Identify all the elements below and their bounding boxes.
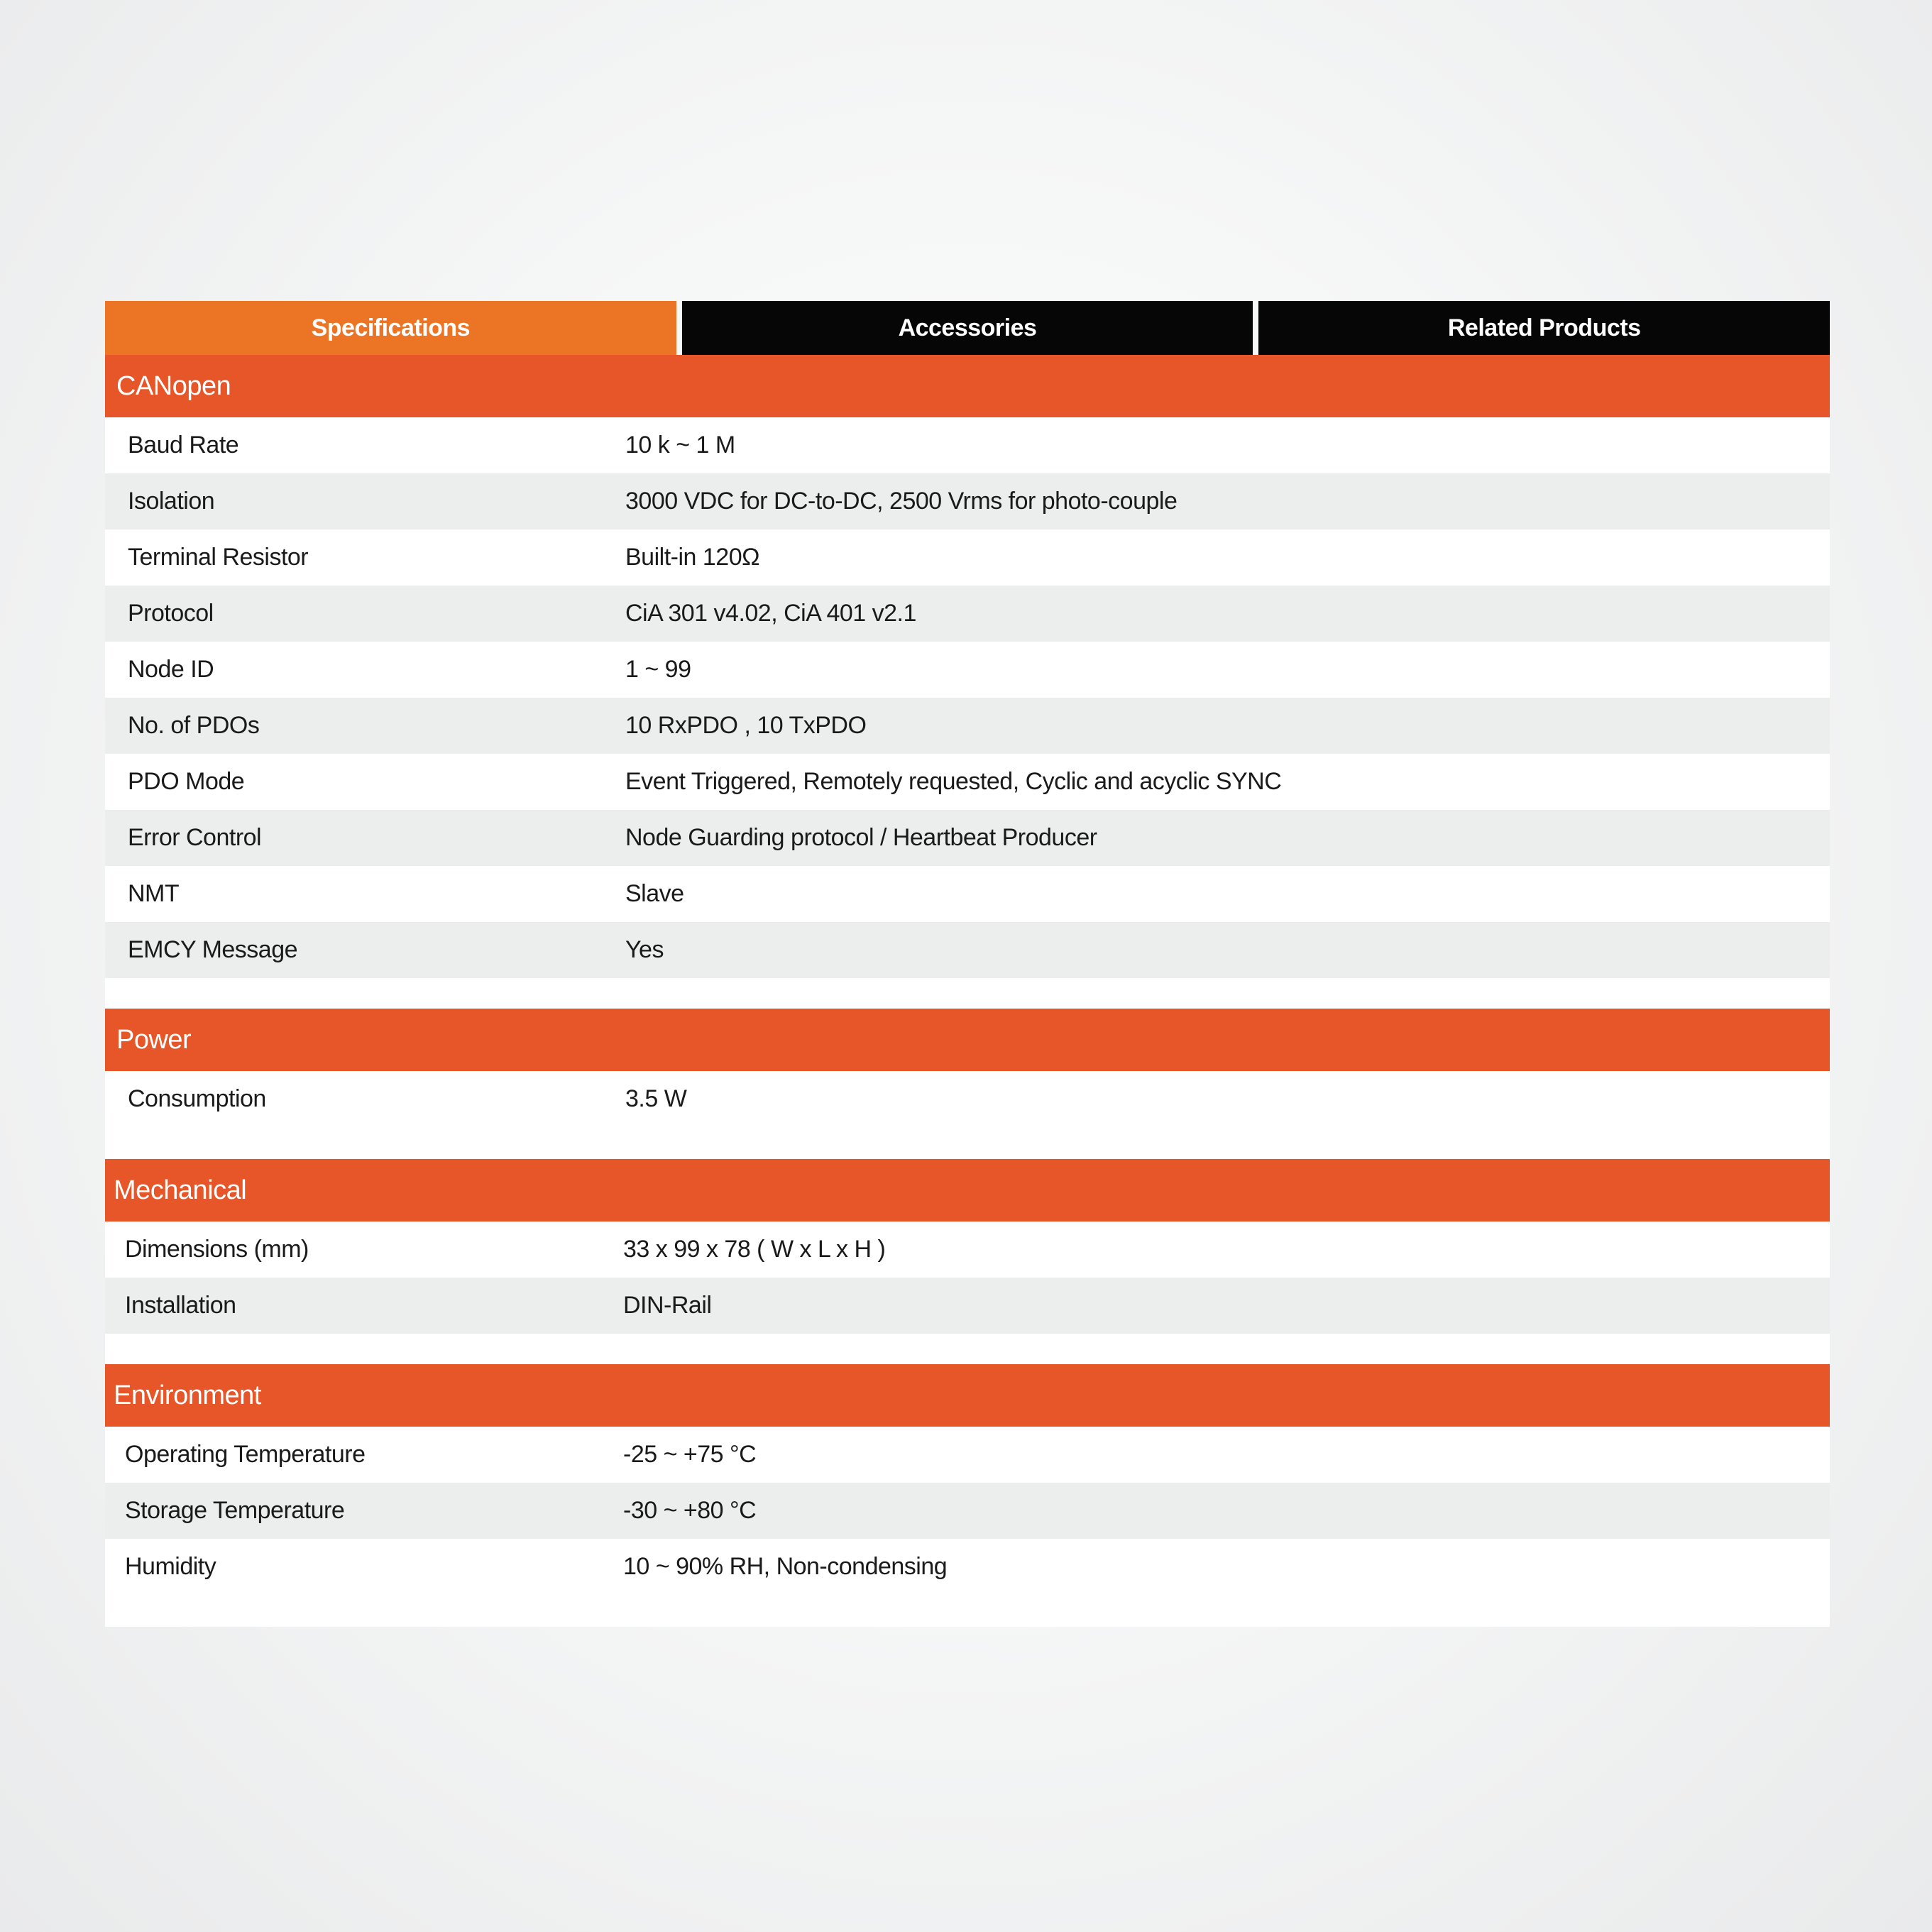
tab-bar bbox=[105, 301, 1830, 355]
spec-value: CiA 301 v4.02, CiA 401 v2.1 bbox=[625, 600, 916, 627]
spec-row bbox=[105, 1539, 1830, 1627]
section-header: Mechanical bbox=[105, 1159, 1830, 1222]
spec-label: Consumption bbox=[128, 1085, 266, 1112]
spec-row bbox=[105, 1278, 1830, 1334]
spec-label: Dimensions (mm) bbox=[125, 1236, 309, 1263]
spec-value: DIN-Rail bbox=[623, 1292, 712, 1319]
spec-value: 10 ~ 90% RH, Non-condensing bbox=[623, 1553, 948, 1580]
section-canopen bbox=[105, 355, 1830, 1009]
section-header: Environment bbox=[105, 1364, 1830, 1427]
spec-rows bbox=[105, 1222, 1830, 1334]
spec-rows bbox=[105, 417, 1830, 978]
tab-accessories[interactable]: Accessories bbox=[682, 301, 1253, 355]
spec-row bbox=[105, 922, 1830, 978]
section-spacer bbox=[105, 978, 1830, 1009]
spec-row bbox=[105, 586, 1830, 642]
spec-row bbox=[105, 473, 1830, 529]
section-environment bbox=[105, 1364, 1830, 1627]
section-header: CANopen bbox=[105, 355, 1830, 417]
spec-label: Error Control bbox=[128, 824, 262, 851]
section-header: Power bbox=[105, 1009, 1830, 1071]
spec-label: NMT bbox=[128, 880, 180, 907]
spec-rows bbox=[105, 1071, 1830, 1159]
spec-value: Slave bbox=[625, 880, 684, 907]
spec-value: 10 k ~ 1 M bbox=[625, 432, 735, 459]
spec-row bbox=[105, 1222, 1830, 1278]
spec-value: 1 ~ 99 bbox=[625, 656, 691, 683]
tab-related-products[interactable]: Related Products bbox=[1258, 301, 1830, 355]
spec-value: Yes bbox=[625, 936, 664, 963]
spec-value: Node Guarding protocol / Heartbeat Producer bbox=[625, 824, 1097, 851]
spec-value: 3000 VDC for DC-to-DC, 2500 Vrms for photo-couple bbox=[625, 488, 1178, 515]
spec-label: Terminal Resistor bbox=[128, 544, 309, 571]
section-spacer bbox=[105, 1334, 1830, 1364]
spec-label: Storage Temperature bbox=[125, 1497, 345, 1524]
spec-value: 33 x 99 x 78 ( W x L x H ) bbox=[623, 1236, 886, 1263]
spec-label: Isolation bbox=[128, 488, 215, 515]
spec-label: Protocol bbox=[128, 600, 214, 627]
spec-value: 10 RxPDO , 10 TxPDO bbox=[625, 712, 867, 739]
spec-value: 3.5 W bbox=[625, 1085, 687, 1112]
spec-row bbox=[105, 866, 1830, 922]
spec-row bbox=[105, 529, 1830, 586]
spec-value: -30 ~ +80 °C bbox=[623, 1497, 757, 1524]
spec-row bbox=[105, 754, 1830, 810]
spec-row bbox=[105, 1427, 1830, 1483]
spec-value: Built-in 120Ω bbox=[625, 544, 760, 571]
spec-label: Humidity bbox=[125, 1553, 216, 1580]
spec-label: Operating Temperature bbox=[125, 1441, 366, 1468]
spec-row bbox=[105, 642, 1830, 698]
tab-specifications[interactable]: Specifications bbox=[105, 301, 676, 355]
product-spec-panel bbox=[105, 301, 1830, 1627]
spec-rows bbox=[105, 1427, 1830, 1627]
spec-row bbox=[105, 417, 1830, 473]
spec-value: -25 ~ +75 °C bbox=[623, 1441, 757, 1468]
spec-label: Node ID bbox=[128, 656, 214, 683]
spec-row bbox=[105, 698, 1830, 754]
spec-value: Event Triggered, Remotely requested, Cyclic and acyclic SYNC bbox=[625, 768, 1282, 795]
spec-row bbox=[105, 810, 1830, 866]
spec-row bbox=[105, 1071, 1830, 1159]
section-mechanical bbox=[105, 1159, 1830, 1364]
section-power bbox=[105, 1009, 1830, 1159]
spec-label: EMCY Message bbox=[128, 936, 298, 963]
spec-label: PDO Mode bbox=[128, 768, 245, 795]
spec-label: Installation bbox=[125, 1292, 236, 1319]
spec-label: No. of PDOs bbox=[128, 712, 260, 739]
spec-label: Baud Rate bbox=[128, 432, 239, 459]
spec-row bbox=[105, 1483, 1830, 1539]
